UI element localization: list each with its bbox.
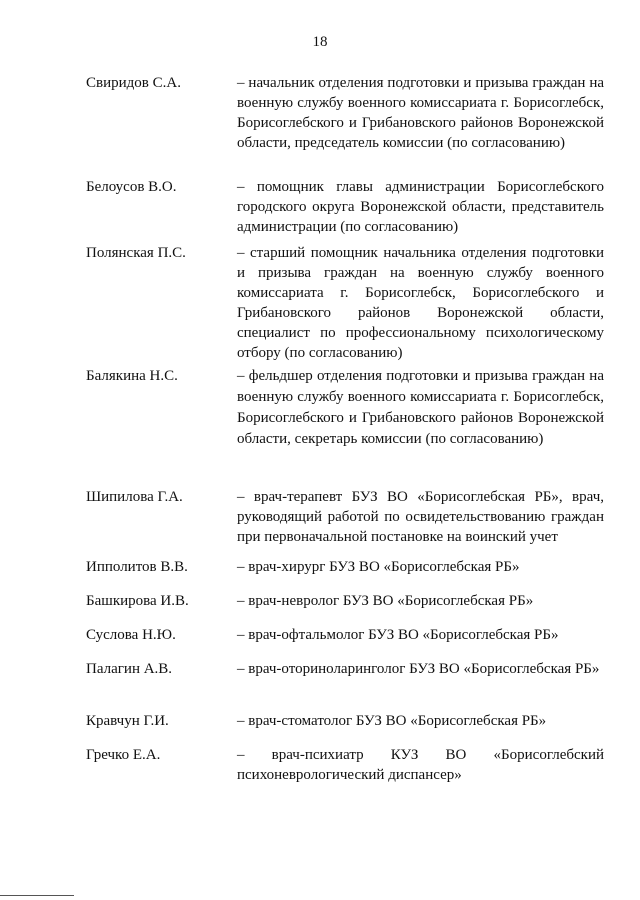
member-name: Балякина Н.С. — [86, 368, 178, 384]
member-name: Палагин А.В. — [86, 661, 173, 677]
footer-divider — [0, 895, 74, 896]
member-description: – врач-оториноларинголог БУЗ ВО «Борисоглебская РБ» — [237, 661, 600, 677]
member-name: Гречко Е.А. — [86, 747, 161, 763]
member-name: Полянская П.С. — [86, 245, 186, 261]
member-description: – врач-хирург БУЗ ВО «Борисоглебская РБ» — [237, 559, 520, 575]
member-name: Белоусов В.О. — [86, 179, 177, 195]
member-description: – врач-невролог БУЗ ВО «Борисоглебская РБ» — [237, 593, 534, 609]
member-name: Кравчун Г.И. — [86, 713, 169, 729]
page-number: 18 — [312, 34, 328, 50]
member-name: Суслова Н.Ю. — [86, 627, 176, 643]
member-description: – врач-офтальмолог БУЗ ВО «Борисоглебская РБ» — [237, 627, 559, 643]
member-description: – старший помощник начальника отделения подготовки и призыва граждан на военную службу военного комиссариата г. Борисоглебск, Борисоглебского и Грибановского районов Воронежской области, специалист по профессиональному психологическому отбору (по согласованию) — [237, 245, 604, 361]
member-description: – врач-стоматолог БУЗ ВО «Борисоглебская РБ» — [237, 713, 547, 729]
member-description: – врач-терапевт БУЗ ВО «Борисоглебская РБ», врач, руководящий работой по освидетельствованию граждан при первоначальной постановке на воинский учет — [237, 489, 604, 545]
member-name: Ипполитов В.В. — [86, 559, 188, 575]
member-description: – фельдшер отделения подготовки и призыва граждан на военную службу военного комиссариата г. Борисоглебск, Борисоглебского и Грибановского районов Воронежской области, секретарь комиссии (по согласованию) — [237, 368, 604, 447]
member-description: – помощник главы администрации Борисоглебского городского округа Воронежской области, представитель администрации (по согласованию) — [237, 179, 604, 235]
member-description: – начальник отделения подготовки и призыва граждан на военную службу военного комиссариата г. Борисоглебск, Борисоглебского и Грибановского районов Воронежской области, председатель комиссии (по согласованию) — [237, 75, 604, 151]
member-name: Шипилова Г.А. — [86, 489, 183, 505]
member-name: Башкирова И.В. — [86, 593, 189, 609]
member-description: – врач-психиатр КУЗ ВО «Борисоглебский психоневрологический диспансер» — [237, 747, 604, 783]
member-name: Свиридов С.А. — [86, 75, 181, 91]
